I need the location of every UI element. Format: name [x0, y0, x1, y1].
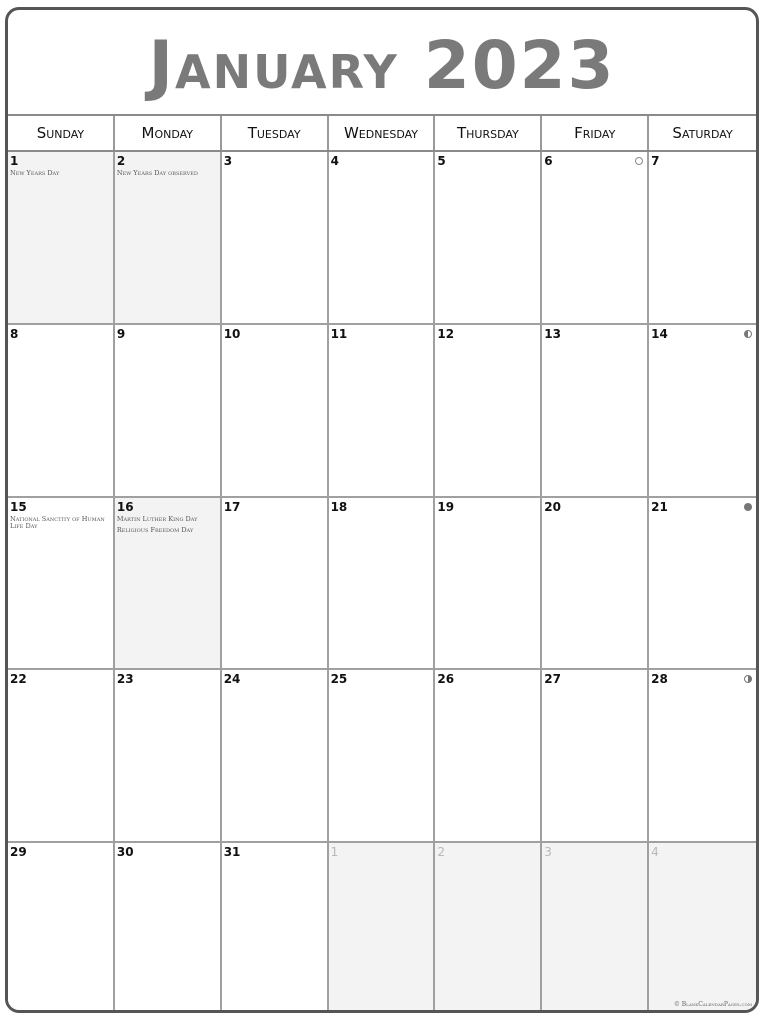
- day-cell: [435, 498, 542, 671]
- holiday-label: New Years Day: [10, 169, 60, 177]
- last-moon-icon: [744, 330, 752, 338]
- day-number: 1: [330, 845, 339, 860]
- day-number: 4: [330, 154, 339, 168]
- day-cell: [649, 498, 756, 671]
- day-number: 1: [10, 154, 19, 168]
- day-cell: [8, 152, 115, 325]
- holiday-list: [10, 516, 111, 534]
- holiday-label: National Sanctity of Human Life Day: [10, 514, 105, 530]
- site-credit: © BlankCalendarPages.com: [673, 1001, 752, 1008]
- day-cell-other-month: [542, 843, 649, 1013]
- day-number: 29: [10, 845, 27, 860]
- day-cell: [649, 670, 756, 843]
- day-number: 5: [437, 154, 446, 168]
- day-number: 12: [437, 326, 455, 341]
- day-cell: [542, 325, 649, 498]
- day-cell: [649, 325, 756, 498]
- day-cell: [8, 498, 115, 671]
- holiday-list: [117, 170, 218, 181]
- day-number: 6: [544, 154, 553, 168]
- day-cell: [8, 325, 115, 498]
- day-cell: [329, 498, 436, 671]
- day-cell: [222, 843, 329, 1013]
- day-number: 19: [437, 499, 455, 514]
- day-cell: [115, 325, 222, 498]
- day-cell: [8, 670, 115, 843]
- day-number: 31: [223, 845, 241, 860]
- new-moon-icon: [635, 157, 643, 165]
- calendar-title: January 2023: [148, 26, 616, 104]
- day-cell: [542, 670, 649, 843]
- day-number: 21: [651, 499, 668, 514]
- holiday-list: [10, 170, 111, 181]
- calendar-frame: [5, 7, 759, 1013]
- day-number: 18: [330, 499, 348, 514]
- day-cell: [222, 325, 329, 498]
- weekday-header: [8, 114, 756, 152]
- first-moon-icon: [744, 675, 752, 683]
- day-cell: [435, 670, 542, 843]
- day-cell: [329, 670, 436, 843]
- weekday-label: Tuesday: [222, 116, 329, 150]
- day-cell: [222, 670, 329, 843]
- day-cell: [8, 843, 115, 1013]
- day-cell-other-month: [649, 843, 756, 1013]
- day-cell: [649, 152, 756, 325]
- day-number: 7: [651, 154, 660, 168]
- day-number: 25: [330, 672, 348, 687]
- holiday-label: Martin Luther King Day: [116, 514, 198, 523]
- weekday-label: Friday: [542, 116, 649, 150]
- holiday-label: Religious Freedom Day: [116, 525, 194, 534]
- day-cell: [542, 498, 649, 671]
- day-number: 27: [544, 672, 561, 687]
- day-number: 22: [10, 672, 27, 687]
- day-number: 4: [651, 845, 659, 860]
- day-cell-other-month: [329, 843, 436, 1013]
- day-number: 9: [116, 326, 126, 341]
- day-cell: [435, 325, 542, 498]
- day-cell: [222, 498, 329, 671]
- day-number: 14: [651, 326, 668, 341]
- day-number: 28: [651, 672, 668, 687]
- day-number: 13: [544, 326, 561, 341]
- day-number: 8: [10, 326, 19, 341]
- day-number: 24: [223, 672, 241, 687]
- day-cell: [222, 152, 329, 325]
- day-number: 17: [223, 499, 241, 514]
- full-moon-icon: [744, 503, 752, 511]
- day-number: 2: [116, 154, 126, 168]
- day-number: 15: [10, 499, 27, 514]
- day-number: 26: [437, 672, 455, 687]
- day-number: 11: [330, 326, 348, 341]
- day-cell: [329, 325, 436, 498]
- calendar-grid: [8, 152, 756, 1013]
- day-number: 3: [223, 154, 233, 168]
- day-number: 23: [116, 672, 134, 687]
- day-number: 10: [223, 326, 241, 341]
- day-cell: [542, 152, 649, 325]
- day-number: 20: [544, 499, 561, 514]
- day-cell-other-month: [435, 843, 542, 1013]
- holiday-label: New Years Day observed: [116, 169, 198, 177]
- day-number: 16: [116, 499, 134, 514]
- day-number: 30: [116, 845, 134, 860]
- day-cell: [435, 152, 542, 325]
- day-cell: [115, 152, 222, 325]
- weekday-label: Monday: [115, 116, 222, 150]
- day-cell: [115, 843, 222, 1013]
- day-cell: [329, 152, 436, 325]
- day-number: 3: [544, 845, 552, 860]
- day-number: 2: [437, 845, 446, 860]
- day-cell: [115, 498, 222, 671]
- holiday-list: [117, 516, 218, 538]
- weekday-label: Thursday: [435, 116, 542, 150]
- weekday-label: Sunday: [8, 116, 115, 150]
- weekday-label: Saturday: [672, 124, 733, 142]
- day-cell: [115, 670, 222, 843]
- weekday-label: Wednesday: [329, 116, 436, 150]
